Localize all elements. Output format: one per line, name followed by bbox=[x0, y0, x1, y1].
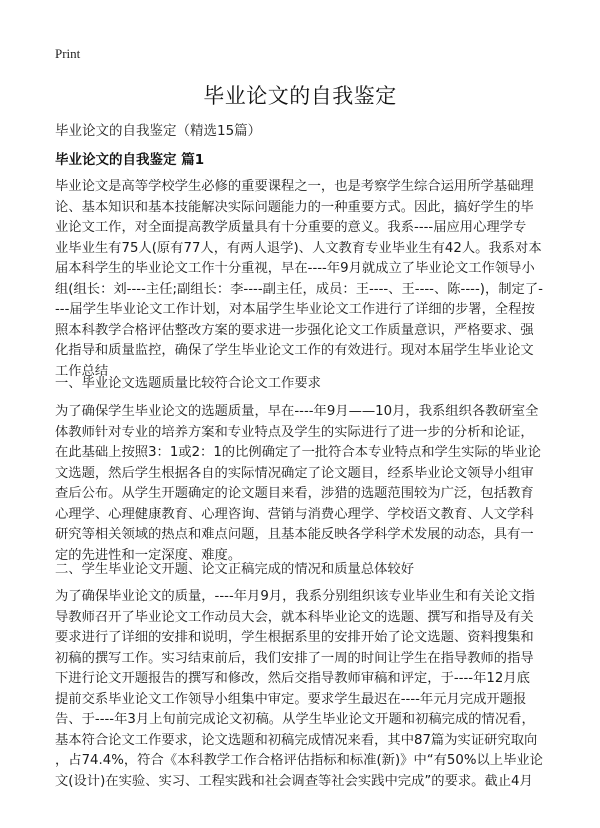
text-line: 定的先进性和一定深度、难度。 bbox=[55, 547, 242, 563]
text-line: 组(组长：刘----主任;副组长：李----副主任，成员：王----、王----、陈----)，制定了- bbox=[55, 281, 543, 297]
print-link[interactable]: Print bbox=[55, 46, 81, 61]
text-line: 业论文工作，对全面提高教学质量具有十分重要的意义。我系----届应用心理学专 bbox=[55, 220, 527, 235]
text-line: ，占74.4%，符合《本科教学工作合格评估指标和标准(新)》中“有50%以上毕业论 bbox=[55, 753, 543, 768]
text-line: 文(设计)在实验、实习、工程实践和社会调查等社会实践中完成”的要求。截止4月 bbox=[55, 773, 533, 789]
text-line: 要求进行了详细的安排和说明，学生根据系里的安排开始了论文选题、资料搜集和 bbox=[55, 630, 534, 645]
text-line: 业毕业生有75人(原有77人，有两人退学)、人文教育专业毕业生有42人。我系对本 bbox=[55, 240, 542, 256]
page-title: 毕业论文的自我鉴定 bbox=[203, 84, 397, 108]
paragraph-proposal-progress bbox=[55, 587, 555, 792]
text-line: 体教师针对专业的培养方案和专业特点及学生的实际进行了进一步的分析和论证， bbox=[55, 424, 534, 440]
text-line: ---届学生毕业论文工作计划，对本届学生毕业论文工作进行了详细的步署，全程按 bbox=[55, 302, 535, 317]
text-line: 告、于----年3月上旬前完成论文初稿。从学生毕业论文开题和初稿完成的情况看， bbox=[55, 712, 535, 727]
section-heading: 毕业论文的自我鉴定 篇1 bbox=[55, 152, 205, 168]
paragraph-topic-selection bbox=[55, 402, 555, 566]
section-title-1: 一、毕业论文选题质量比较符合论文工作要求 bbox=[55, 376, 321, 391]
text-line: 文选题，然后学生根据各自的实际情况确定了论文题目，经系毕业论文领导小组审 bbox=[55, 465, 534, 481]
text-line: 照本科教学合格评估整改方案的要求进一步强化论文工作质量意识，严格要求、强 bbox=[55, 322, 534, 338]
text-line: 初稿的撰写工作。实习结束前后，我们安排了一周的时间让学生在指导教师的指导 bbox=[55, 650, 534, 666]
text-line: 心理学、心理健康教育、心理咨询、营销与消费心理学、学校语文教育、人文学科 bbox=[55, 506, 534, 522]
text-line: 为了确保学生毕业论文的选题质量，早在----年9月——10月，我系组织各教研室全 bbox=[55, 404, 539, 419]
text-line: 提前交系毕业论文工作领导小组集中审定。要求学生最迟在----年元月完成开题报 bbox=[55, 691, 527, 707]
text-line: 届本科学生的毕业论文工作十分重视，早在----年9月就成立了毕业论文工作领导小 bbox=[55, 261, 535, 276]
text-line: 工作总结 bbox=[55, 363, 109, 379]
text-line: 下进行论文开题报告的撰写和修改，然后交指导教师审稿和评定，于----年12月底 bbox=[55, 671, 530, 686]
text-line: 化指导和质量监控，确保了学生毕业论文工作的有效进行。现对本届学生毕业论文 bbox=[55, 343, 534, 358]
text-line: 为了确保毕业论文的质量，----年月9月，我系分别组织该专业毕业生和有关论文指 bbox=[55, 589, 535, 604]
text-line: 导教师召开了毕业论文工作动员大会，就本科毕业论文的选题、撰写和指导及有关 bbox=[55, 609, 534, 625]
section-title-2: 二、学生毕业论文开题、论文正稿完成的情况和质量总体较好 bbox=[55, 562, 415, 577]
text-line: 在此基础上按照3：1或2：1的比例确定了一批符合本专业特点和学生实际的毕业论 bbox=[55, 445, 541, 460]
text-line: 查后公布。从学生开题确定的论文题目来看，涉猎的选题范围较为广泛，包括教育 bbox=[55, 486, 534, 501]
text-line: 毕业论文是高等学校学生必修的重要课程之一，也是考察学生综合运用所学基础理 bbox=[55, 179, 534, 194]
text-line: 基本符合论文工作要求，论文选题和初稿完成情况来看，其中87篇为实证研究取向 bbox=[55, 732, 538, 748]
paragraph-intro bbox=[55, 177, 555, 382]
document-subtitle: 毕业论文的自我鉴定（精选15篇） bbox=[55, 123, 262, 139]
text-line: 论、基本知识和基本技能解决实际问题能力的一种重要方式。因此，搞好学生的毕 bbox=[55, 199, 534, 215]
text-line: 研究等相关领域的热点和难点问题，且基本能反映各学科学术发展的动态，具有一 bbox=[55, 527, 534, 542]
